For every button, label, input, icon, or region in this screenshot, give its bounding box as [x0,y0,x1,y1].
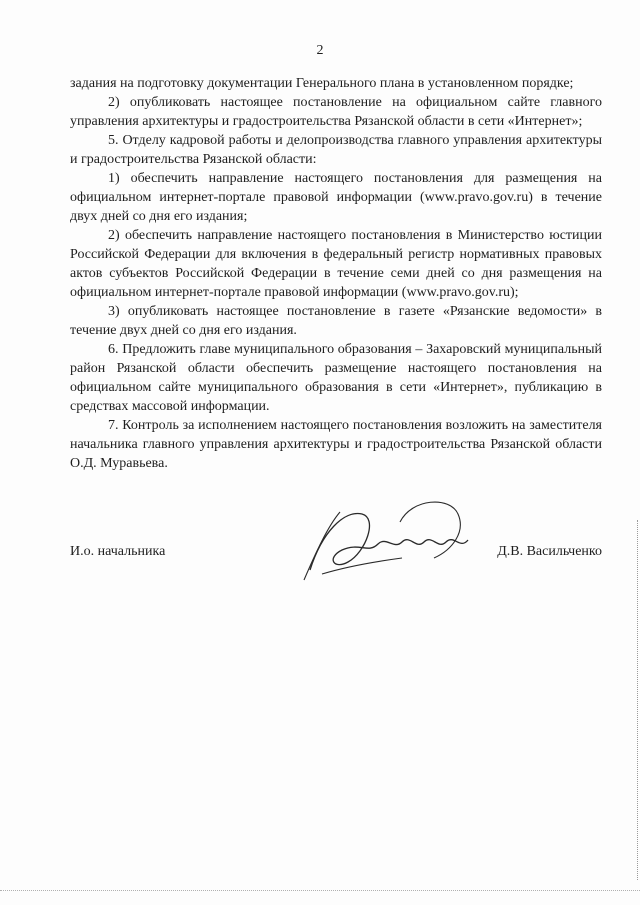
document-body [70,74,602,473]
scan-bottom-line [0,889,640,891]
paragraph-item-3-newspaper: 3) опубликовать настоящее постановление в газете «Рязанские ведомости» в течение двух дней со дня его издания. [70,304,602,338]
page-number: 2 [316,43,324,58]
scan-edge-line [636,520,638,880]
signatory-title: И.о. начальника [70,544,166,559]
handwritten-signature [282,492,492,592]
signatory-name: Д.В. Васильченко [497,544,602,559]
paragraph-clause-5: 5. Отделу кадровой работы и делопроизводства главного управления архитектуры и градостроительства Рязанской области: [70,133,602,167]
paragraph-clause-7: 7. Контроль за исполнением настоящего постановления возложить на заместителя начальника главного управления архитектуры и градостроительства Рязанской области О.Д. Муравьева. [70,418,602,471]
paragraph-continuation: задания на подготовку документации Генерального плана в установленном порядке; [70,76,574,91]
paragraph-item-2-publish: 2) опубликовать настоящее постановление на официальном сайте главного управления архитектуры и градостроительства Рязанской области в сети «Интернет»; [70,95,602,129]
paragraph-item-1-portal: 1) обеспечить направление настоящего постановления для размещения на официальном интернет-портале правовой информации (www.pravo.gov.ru) в течение двух дней со дня его издания; [70,171,602,224]
paragraph-item-2-ministry: 2) обеспечить направление настоящего постановления в Министерство юстиции Российской Федерации для включения в федеральный регистр нормативных правовых актов субъектов Российской Федерации в течение семи дней со дня размещения на официальном интернет-портале правовой информации (www.pravo.gov.ru); [70,228,602,300]
signature-block [70,532,602,592]
paragraph-clause-6: 6. Предложить главе муниципального образования – Захаровский муниципальный район Рязанской области обеспечить размещение настоящего постановления на официальном сайте муниципального образования в сети «Интернет», публикацию в средствах массовой информации. [70,342,602,414]
